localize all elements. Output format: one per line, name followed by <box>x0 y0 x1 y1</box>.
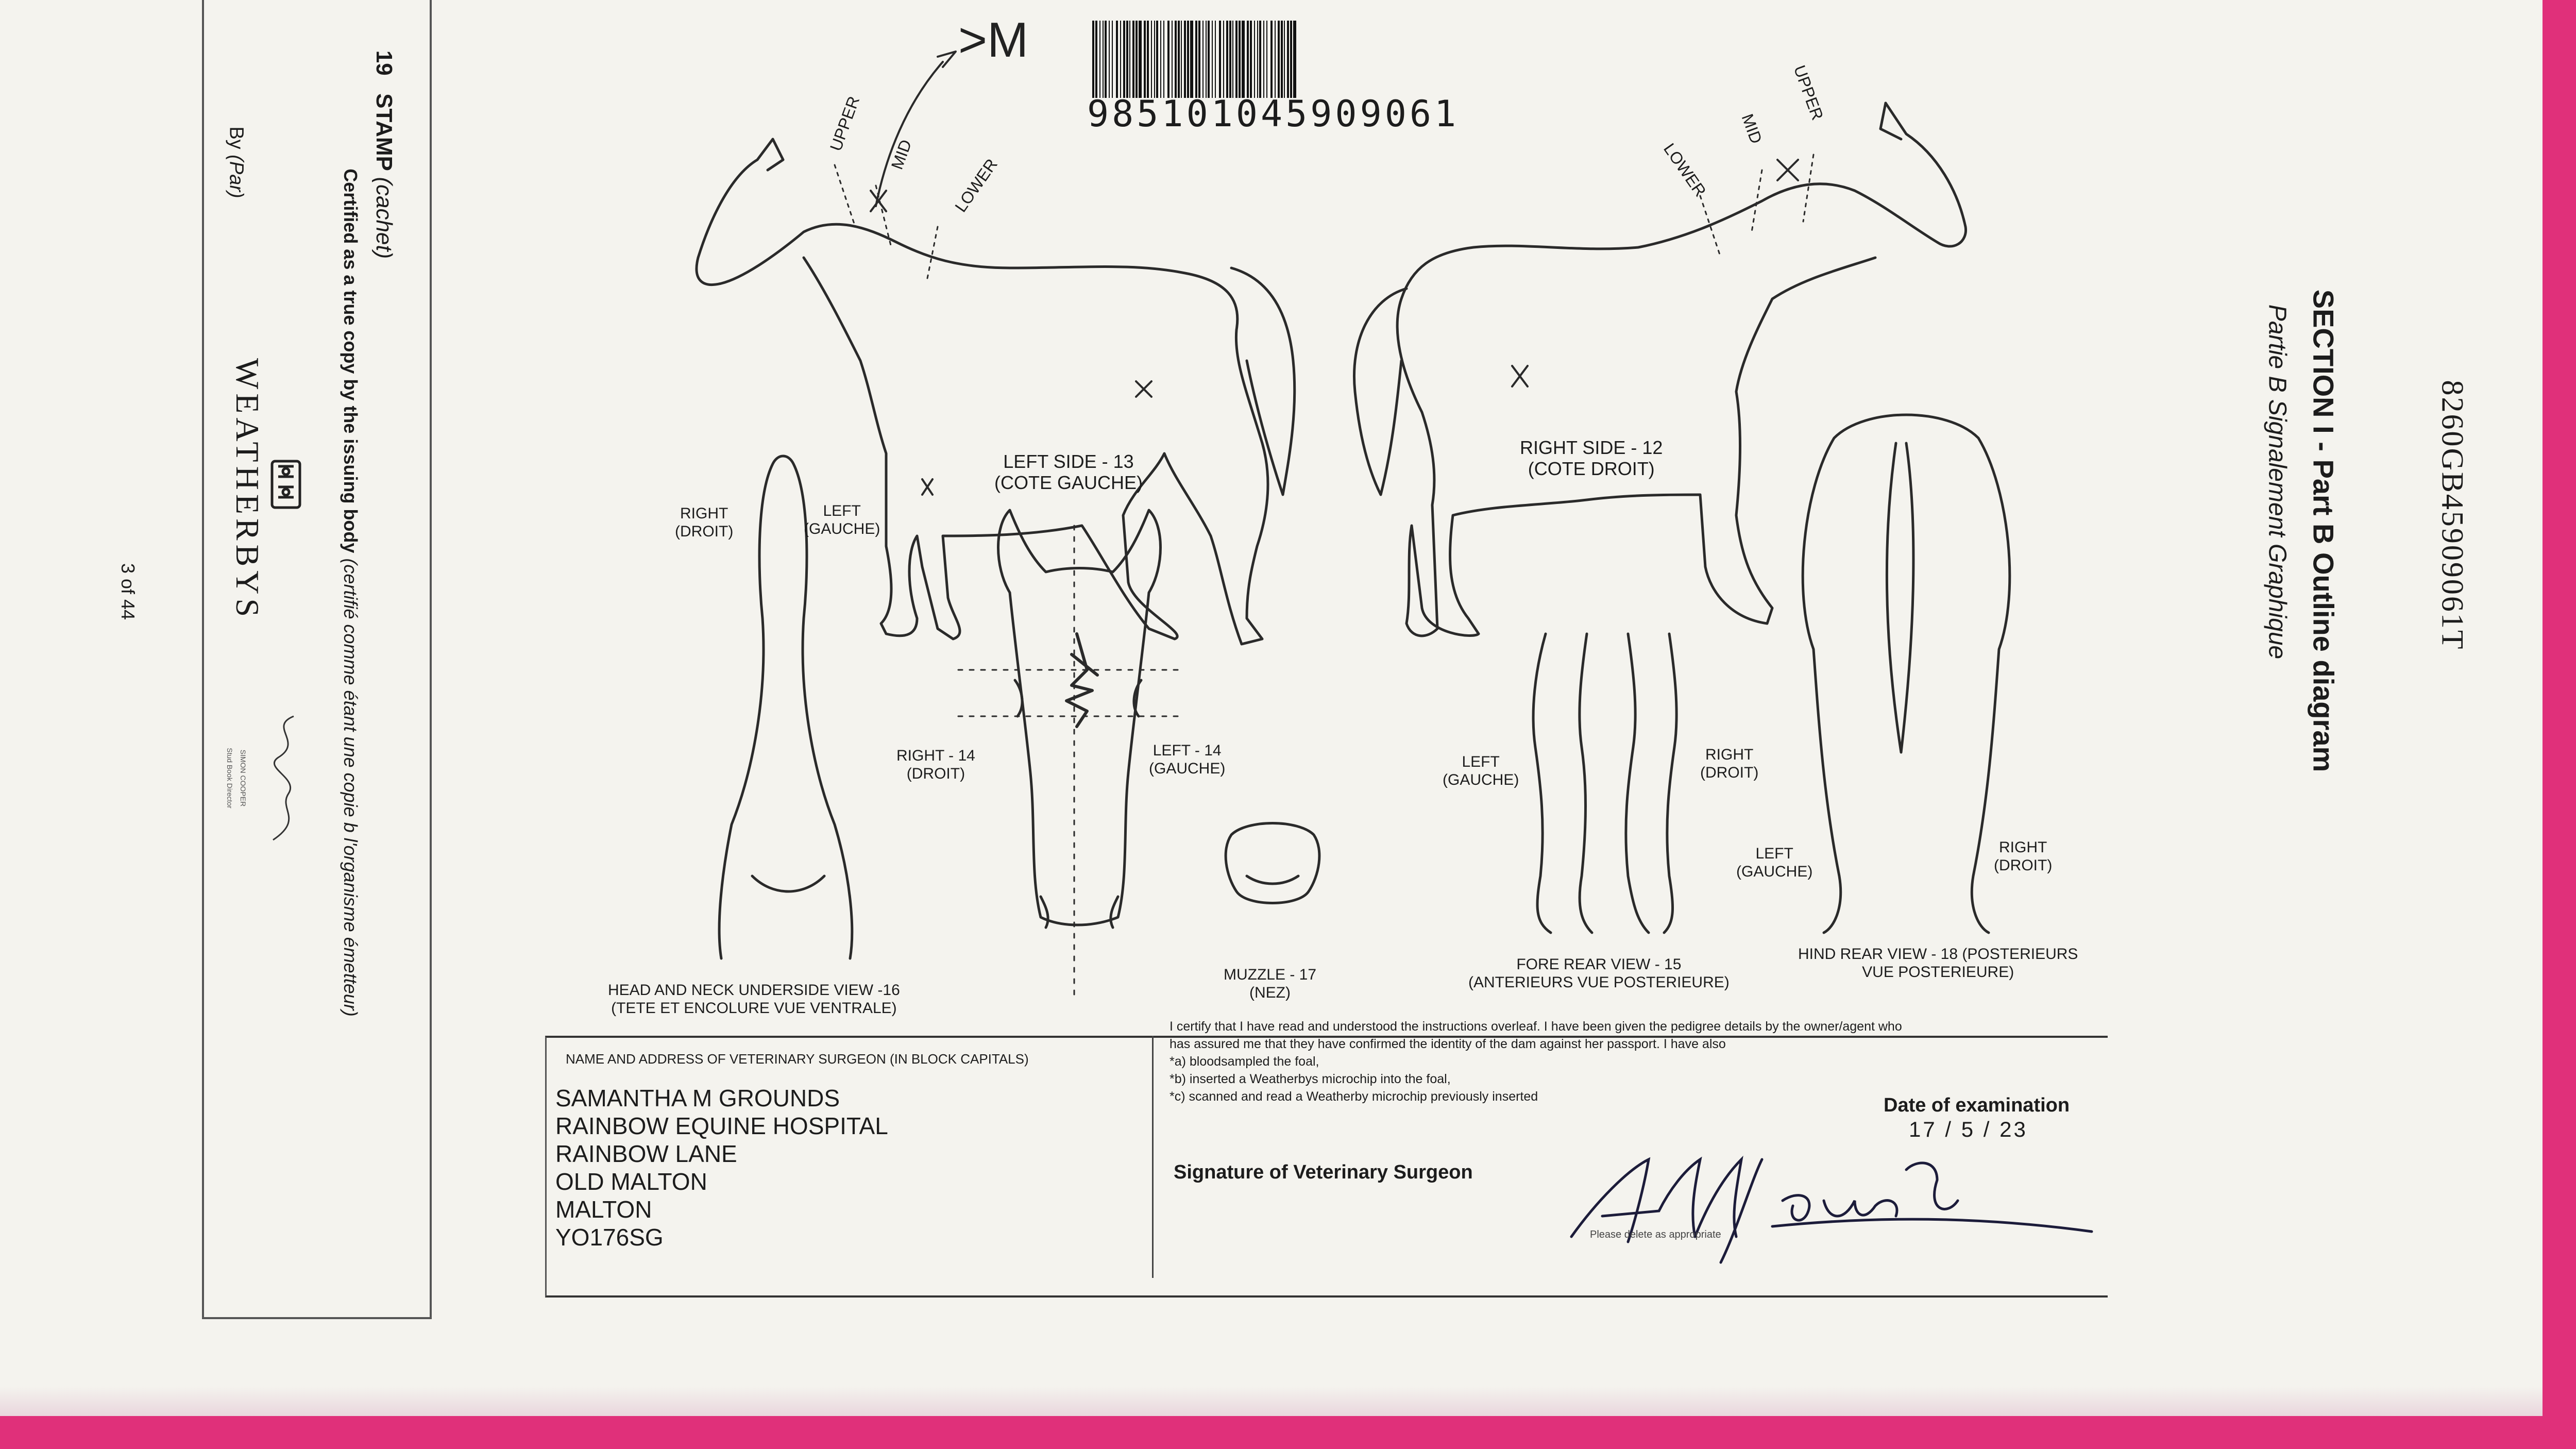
signature-label: Signature of Veterinary Surgeon <box>1174 1161 1473 1183</box>
neck-left-caption <box>804 502 880 538</box>
hind-rear-title-fr: VUE POSTERIEURE) <box>1862 963 2014 981</box>
certification-line: *b) inserted a Weatherbys microchip into the foal, <box>1170 1072 1451 1086</box>
head-front-guides <box>958 526 1180 1000</box>
right-upper-label: UPPER <box>1790 62 1827 123</box>
left-mid-label: MID <box>887 137 916 172</box>
right-side-horse-outline <box>1397 103 1965 636</box>
head-neck-caption <box>608 982 900 1017</box>
vet-details-divider <box>1152 1036 1154 1278</box>
right-side-title: RIGHT SIDE - 12 <box>1520 437 1663 458</box>
hind-left-title-fr: (GAUCHE) <box>1736 863 1813 880</box>
certification-line: *a) bloodsampled the foal, <box>1170 1054 1319 1069</box>
neck-left-title-fr: (GAUCHE) <box>804 520 880 537</box>
signatory-role: Stud Book Director <box>226 748 234 808</box>
right-neck-guides <box>1700 155 1814 258</box>
certified-fr: (certifié comme étant une copie b l'organisme émetteur) <box>340 558 361 1017</box>
left-side-caption <box>994 451 1143 494</box>
head-front-outline <box>998 510 1161 925</box>
right-side-title-fr: (COTE DROIT) <box>1528 458 1655 480</box>
hind-rear-outline <box>1803 415 2010 933</box>
head-right-caption <box>896 747 975 783</box>
head-left-title: LEFT - 14 <box>1153 742 1222 759</box>
vet-address-line: OLD MALTON <box>555 1168 707 1195</box>
hind-rear-title: HIND REAR VIEW - 18 (POSTERIEURS <box>1798 946 2078 963</box>
head-neck-title-fr: (TETE ET ENCOLURE VUE VENTRALE) <box>611 999 897 1017</box>
muzzle-outline <box>1226 823 1319 903</box>
certification-line: has assured me that they have confirmed the identity of the dam against her passport. I have also <box>1170 1037 1726 1051</box>
left-lower-label: LOWER <box>951 155 1001 216</box>
signatory-name: SIMON COOPER <box>239 749 247 807</box>
fore-left-title: LEFT <box>1462 753 1500 770</box>
hind-rear-caption <box>1798 946 2078 981</box>
face-marking <box>1066 634 1097 727</box>
neck-left-title: LEFT <box>823 502 861 519</box>
left-upper-label: UPPER <box>826 93 863 154</box>
certified-en: Certified as a true copy by the issuing body <box>340 169 361 553</box>
right-side-caption <box>1520 437 1663 480</box>
left-side-horse-tail <box>1231 268 1295 495</box>
certification-line: *c) scanned and read a Weatherby microchip previously inserted <box>1170 1089 1538 1104</box>
head-right-title: RIGHT - 14 <box>896 747 975 764</box>
certification-line: I certify that I have read and understood the instructions overleaf. I have been given the pedigree details by the owner/agent who <box>1170 1019 1902 1034</box>
vet-address <box>555 1084 888 1251</box>
page-number-text: 3 of 44 <box>117 563 139 620</box>
document-reference-text: 8260GB45909061T <box>2435 380 2470 651</box>
fore-rear-title: FORE REAR VIEW - 15 <box>1516 956 1682 973</box>
by-fr: (Par) <box>225 155 247 198</box>
head-neck-title: HEAD AND NECK UNDERSIDE VIEW -16 <box>608 982 900 999</box>
muzzle-caption <box>1224 966 1316 1002</box>
brand-text: WEATHERBYS <box>229 358 266 621</box>
stamp-title-fr: (cachet) <box>371 177 397 259</box>
vet-address-line: YO176SG <box>555 1224 664 1251</box>
left-side-horse-outline <box>697 139 1268 644</box>
vet-address-line: MALTON <box>555 1196 652 1223</box>
right-mid-label: MID <box>1738 111 1766 146</box>
section-subtitle-text: Partie B Signalement Graphique <box>2263 304 2291 660</box>
fore-right-title-fr: (DROIT) <box>1700 764 1759 781</box>
vet-address-line: RAINBOW EQUINE HOSPITAL <box>555 1113 888 1139</box>
barcode-number: 985101045909061 <box>1087 93 1460 135</box>
hind-right-title: RIGHT <box>1998 839 2047 856</box>
by-text: By <box>225 126 247 149</box>
section-title-text: SECTION I - Part B Outline diagram <box>2307 289 2340 772</box>
head-left-caption <box>1149 742 1225 778</box>
left-side-title-fr: (COTE GAUCHE) <box>994 472 1143 494</box>
left-side-title: LEFT SIDE - 13 <box>1003 451 1134 472</box>
muzzle-title-fr: (NEZ) <box>1249 984 1291 1001</box>
stamp-number: 19 <box>371 50 397 76</box>
fore-rear-legs <box>1533 634 1676 933</box>
head-right-title-fr: (DROIT) <box>906 765 965 782</box>
hind-left-title: LEFT <box>1755 845 1793 862</box>
fore-rear-caption <box>1468 956 1730 991</box>
neck-right-caption <box>675 505 733 541</box>
vet-address-line: RAINBOW LANE <box>555 1140 737 1167</box>
fore-left-caption <box>1443 753 1519 789</box>
date-of-examination-label: Date of examination <box>1884 1094 2070 1116</box>
right-lower-label: LOWER <box>1660 140 1710 200</box>
neck-right-title: RIGHT <box>680 505 728 522</box>
vet-annotation-arrow <box>876 52 956 206</box>
hind-right-caption <box>1994 839 2052 874</box>
hind-left-caption <box>1736 845 1812 881</box>
fore-right-caption <box>1700 746 1758 782</box>
fore-rear-title-fr: (ANTERIEURS VUE POSTERIEURE) <box>1468 973 1730 991</box>
stamp-title-text: STAMP <box>371 93 397 171</box>
hind-right-title-fr: (DROIT) <box>1994 856 2053 874</box>
head-left-title-fr: (GAUCHE) <box>1149 760 1226 777</box>
vet-signature <box>1566 1139 2097 1273</box>
fore-right-title: RIGHT <box>1705 746 1754 763</box>
neck-right-title-fr: (DROIT) <box>675 523 734 540</box>
muzzle-title: MUZZLE - 17 <box>1224 966 1317 983</box>
certification-text <box>1170 1018 2097 1105</box>
date-of-examination-value: 17 / 5 / 23 <box>1909 1117 2028 1141</box>
fore-left-title-fr: (GAUCHE) <box>1443 771 1519 788</box>
left-neck-guides <box>835 165 938 278</box>
vet-heading: NAME AND ADDRESS OF VETERINARY SURGEON (IN BLOCK CAPITALS) <box>566 1051 1029 1067</box>
vet-annotation-text: >M <box>958 12 1029 68</box>
signature-footnote: Please delete as appropriate <box>1590 1229 1721 1240</box>
vet-address-line: SAMANTHA M GROUNDS <box>555 1085 840 1111</box>
